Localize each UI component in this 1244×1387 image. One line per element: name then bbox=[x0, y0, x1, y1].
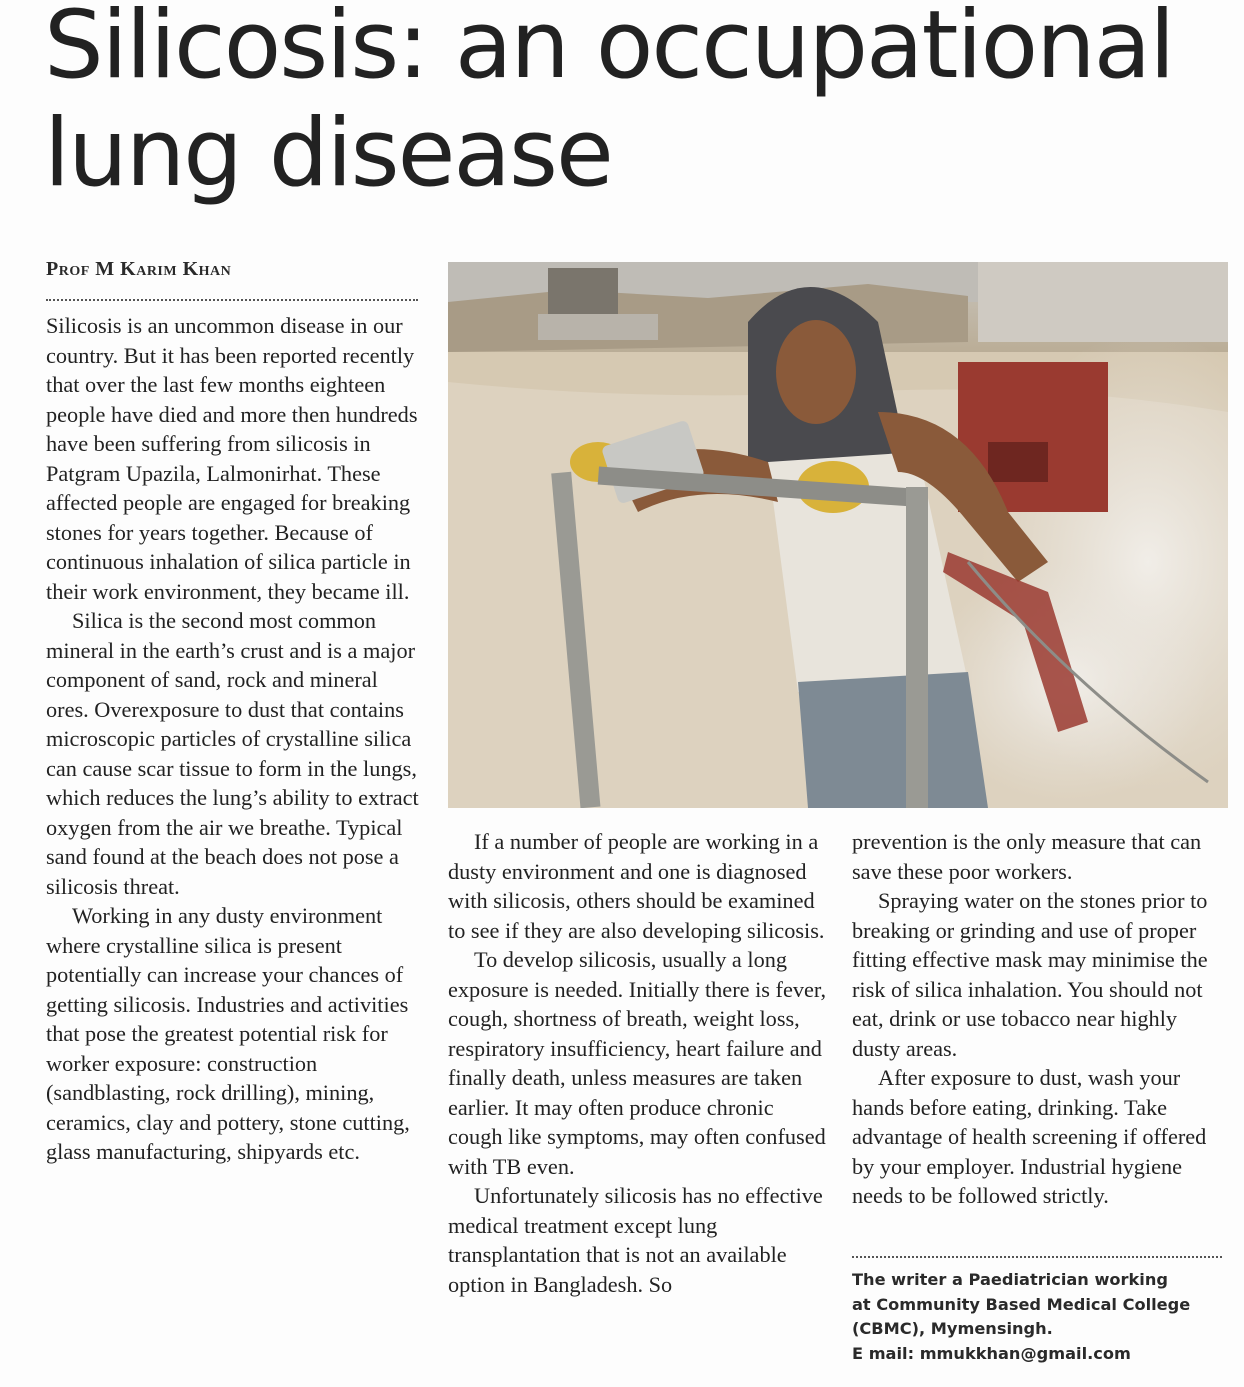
paragraph: After exposure to dust, wash your hands before eating, drinking. Take advantage of health screening if offered by your employer. Industrial hygiene needs to be followed strictly. bbox=[852, 1065, 1207, 1208]
paragraph: prevention is the only measure that can save these poor workers. bbox=[852, 829, 1202, 884]
column-middle bbox=[448, 827, 830, 1299]
byline: Prof M Karim Khan bbox=[46, 258, 232, 280]
column-right bbox=[852, 827, 1228, 1211]
author-note bbox=[852, 1268, 1232, 1366]
paragraph: Silicosis is an uncommon disease in our country. But it has been reported recently that over the last few months eighteen people have died and more then hundreds have been suffering from silicosis in Patgram Upazila, Lalmonirhat. These affected people are engaged for breaking stones for years together. Because of continuous inhalation of silica particle in their work environment, they became ill. bbox=[46, 313, 418, 604]
paragraph: To develop silicosis, usually a long exposure is needed. Initially there is fever, cough, shortness of breath, weight loss, respiratory insufficiency, heart failure and finally death, unless measures are taken earlier. It may often produce chronic cough like symptoms, may often confused with TB even. bbox=[448, 947, 827, 1179]
byline-divider bbox=[46, 299, 418, 301]
author-note-line: (CBMC), Mymensingh. bbox=[852, 1319, 1053, 1338]
paragraph: Spraying water on the stones prior to breaking or grinding and use of proper fitting effective mask may minimise the risk of silica inhalation. You should not eat, drink or use tobacco near highly dusty areas. bbox=[852, 888, 1208, 1061]
paragraph: Silica is the second most common mineral in the earth’s crust and is a major component of sand, rock and mineral ores. Overexposure to dust that contains microscopic particles of crystalline silica can cause scar tissue to form in the lungs, which reduces the lung’s ability to extract oxygen from the air we breathe. Typical sand found at the beach does not pose a silicosis threat. bbox=[46, 608, 419, 899]
author-note-line: at Community Based Medical College bbox=[852, 1294, 1191, 1314]
stone-crusher-worker-photo-icon bbox=[448, 262, 1228, 808]
article-photo bbox=[448, 262, 1228, 808]
author-email: E mail: mmukkhan@gmail.com bbox=[852, 1343, 1131, 1363]
author-note-divider bbox=[852, 1256, 1222, 1258]
author-note-line: The writer a Paediatrician working bbox=[852, 1270, 1168, 1289]
column-left bbox=[46, 311, 426, 1167]
paragraph: Working in any dusty environment where crystalline silica is present potentially can increase your chances of getting silicosis. Industries and activities that pose the greatest potential risk for worker exposure: construction (sandblasting, rock drilling), mining, ceramics, clay and pottery, stone cutting, glass manufacturing, shipyards etc. bbox=[46, 903, 410, 1164]
paragraph: Unfortunately silicosis has no effective medical treatment except lung transplantation that is not an available option in Bangladesh. So bbox=[448, 1183, 823, 1297]
headline: Silicosis: an occupational lung disease bbox=[44, 0, 1174, 208]
paragraph: If a number of people are working in a dusty environment and one is diagnosed with silicosis, others should be examined to see if they are also developing silicosis. bbox=[448, 829, 825, 943]
